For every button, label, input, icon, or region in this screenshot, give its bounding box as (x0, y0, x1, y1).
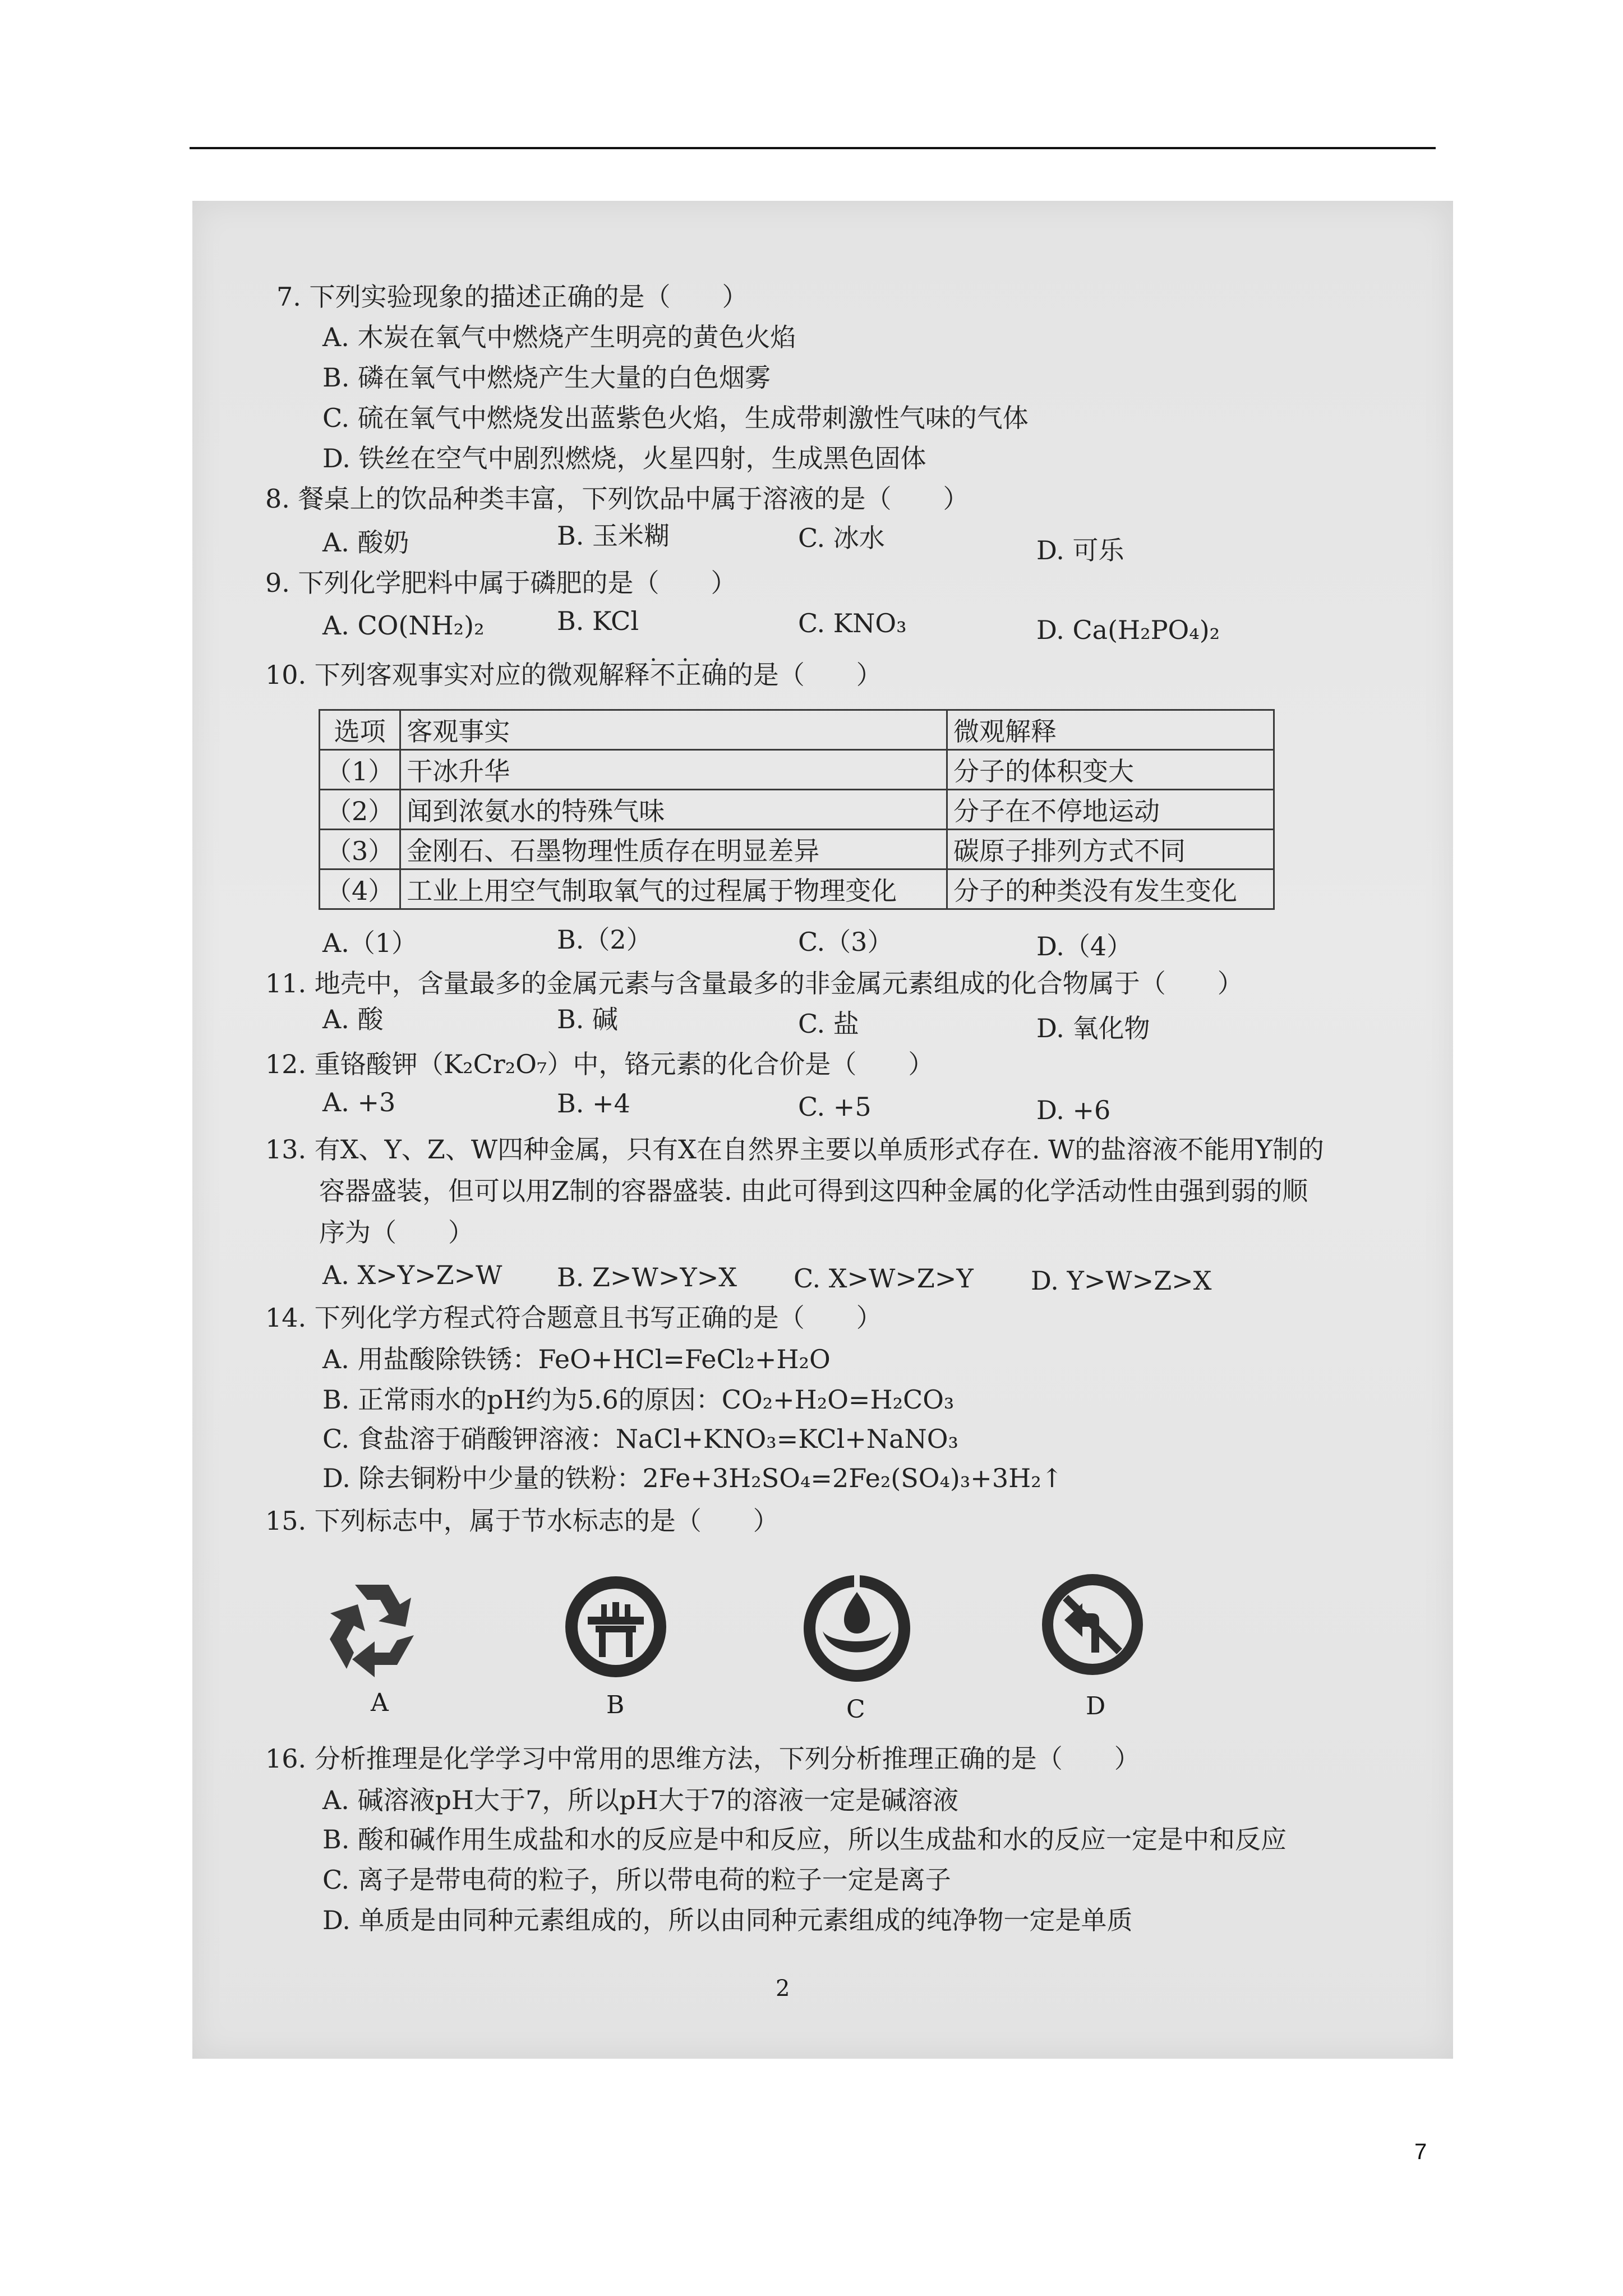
q13-option-c: C. X>W>Z>Y (794, 1263, 974, 1294)
q12-option-d: D. +6 (1036, 1095, 1111, 1125)
q8-option-b: B. 玉米糊 (557, 521, 670, 551)
sign-label-d: D (1086, 1692, 1106, 1720)
table-cell: 干冰升华 (400, 750, 947, 790)
table-cell: 分子的体积变大 (947, 750, 1274, 790)
table-row (320, 790, 1274, 830)
q10-emphasis: 不正确 · · · (650, 660, 727, 690)
q7-option-b: B. 磷在氧气中燃烧产生大量的白色烟雾 (322, 362, 771, 393)
table-cell: 碳原子排列方式不同 (947, 830, 1274, 869)
table-cell: 闻到浓氨水的特殊气味 (400, 790, 947, 830)
q12-option-c: C. +5 (798, 1092, 872, 1122)
table-cell: 分子的种类没有发生变化 (947, 869, 1274, 909)
q8-stem: 8. 餐桌上的饮品种类丰富，下列饮品中属于溶液的是（ ） (265, 484, 969, 514)
q14-option-a: A. 用盐酸除铁锈：FeO+HCl=FeCl₂+H₂O (322, 1344, 831, 1374)
q13-option-a: A. X>Y>Z>W (322, 1260, 502, 1290)
table-cell: 金刚石、石墨物理性质存在明显差异 (400, 830, 947, 869)
table-cell: 工业上用空气制取氧气的过程属于物理变化 (400, 869, 947, 909)
q15-stem: 15. 下列标志中，属于节水标志的是（ ） (265, 1506, 779, 1536)
q16-option-d: D. 单质是由同种元素组成的，所以由同种元素组成的纯净物一定是单质 (322, 1905, 1133, 1935)
q8-option-d: D. 可乐 (1036, 535, 1124, 565)
table-header-row (320, 710, 1274, 750)
q13-option-d: D. Y>W>Z>X (1031, 1266, 1212, 1296)
table-cell: （4） (320, 869, 400, 909)
q11-option-a: A. 酸 (322, 1004, 384, 1034)
q10-option-d: D.（4） (1036, 931, 1133, 961)
table-cell: （2） (320, 790, 400, 830)
table-cell: （3） (320, 830, 400, 869)
q13-stem-line-2: 容器盛装，但可以用Z制的容器盛装. 由此可得到这四种金属的化学活动性由强到弱的顺 (319, 1176, 1308, 1206)
q12-stem: 12. 重铬酸钾（K₂Cr₂O₇）中，铬元素的化合价是（ ） (265, 1049, 934, 1079)
q10-option-a: A.（1） (322, 928, 418, 958)
page-number: 7 (1414, 2139, 1427, 2164)
q11-option-d: D. 氧化物 (1036, 1013, 1150, 1043)
q11-option-c: C. 盐 (798, 1009, 859, 1039)
q8-option-a: A. 酸奶 (322, 527, 409, 558)
q10-table (319, 709, 1275, 910)
q9-option-c: C. KNO₃ (798, 608, 907, 638)
q16-option-b: B. 酸和碱作用生成盐和水的反应是中和反应，所以生成盐和水的反应一定是中和反应 (322, 1824, 1287, 1855)
table-header: 选项 (320, 710, 400, 750)
q8-option-c: C. 冰水 (798, 523, 885, 553)
q14-option-c: C. 食盐溶于硝酸钾溶液：NaCl+KNO₃=KCl+NaNO₃ (322, 1424, 958, 1454)
q14-stem: 14. 下列化学方程式符合题意且书写正确的是（ ） (265, 1303, 882, 1333)
q16-stem: 16. 分析推理是化学学习中常用的思维方法，下列分析推理正确的是（ ） (265, 1743, 1140, 1774)
q11-stem: 11. 地壳中，含量最多的金属元素与含量最多的非金属元素组成的化合物属于（ ） (265, 968, 1243, 999)
sign-label-a: A (371, 1688, 389, 1717)
q10-option-c: C.（3） (798, 927, 893, 957)
q13-stem-line-1: 13. 有X、Y、Z、W四种金属，只有X在自然界主要以单质形式存在. W的盐溶液不能用Y制的 (265, 1134, 1324, 1165)
table-header: 微观解释 (947, 710, 1274, 750)
q11-option-b: B. 碱 (557, 1004, 619, 1034)
q16-option-a: A. 碱溶液pH大于7，所以pH大于7的溶液一定是碱溶液 (322, 1785, 959, 1815)
table-row (320, 830, 1274, 869)
recycle-icon (316, 1571, 428, 1683)
q9-option-d: D. Ca(H₂PO₄)₂ (1036, 615, 1220, 645)
table-cell: 分子在不停地运动 (947, 790, 1274, 830)
q16-option-c: C. 离子是带电荷的粒子，所以带电荷的粒子一定是离子 (322, 1865, 951, 1895)
no-left-turn-icon (1036, 1568, 1149, 1681)
q9-stem: 9. 下列化学肥料中属于磷肥的是（ ） (265, 568, 737, 598)
energy-saving-icon (560, 1571, 672, 1683)
q7-stem: 7. 下列实验现象的描述正确的是（ ） (276, 282, 748, 312)
water-saving-icon (798, 1570, 916, 1687)
header-rule (190, 147, 1436, 149)
q7-option-d: D. 铁丝在空气中剧烈燃烧，火星四射，生成黑色固体 (322, 443, 926, 473)
q10-stem: 10. 下列客观事实对应的微观解释不正确 · · ·的是（ ） (265, 657, 882, 692)
q12-option-b: B. +4 (557, 1088, 630, 1119)
table-cell: （1） (320, 750, 400, 790)
q12-option-a: A. +3 (322, 1087, 396, 1117)
table-row (320, 750, 1274, 790)
q13-stem-line-3: 序为（ ） (319, 1217, 474, 1248)
table-header: 客观事实 (400, 710, 947, 750)
q13-option-b: B. Z>W>Y>X (557, 1262, 737, 1292)
inner-page-number: 2 (776, 1976, 790, 2001)
sign-label-c: C (846, 1695, 865, 1724)
q7-option-c: C. 硫在氧气中燃烧发出蓝紫色火焰，生成带刺激性气味的气体 (322, 403, 1029, 433)
sign-label-b: B (606, 1691, 625, 1719)
table-row (320, 869, 1274, 909)
q9-option-b: B. KCl (557, 606, 639, 636)
q14-option-d: D. 除去铜粉中少量的铁粉：2Fe+3H₂SO₄=2Fe₂(SO₄)₃+3H₂↑ (322, 1463, 1063, 1493)
q9-option-a: A. CO(NH₂)₂ (322, 610, 485, 641)
q10-option-b: B.（2） (557, 924, 652, 955)
q14-option-b: B. 正常雨水的pH约为5.6的原因：CO₂+H₂O=H₂CO₃ (322, 1384, 955, 1415)
exam-photo (192, 201, 1453, 2059)
q7-option-a: A. 木炭在氧气中燃烧产生明亮的黄色火焰 (322, 322, 796, 352)
